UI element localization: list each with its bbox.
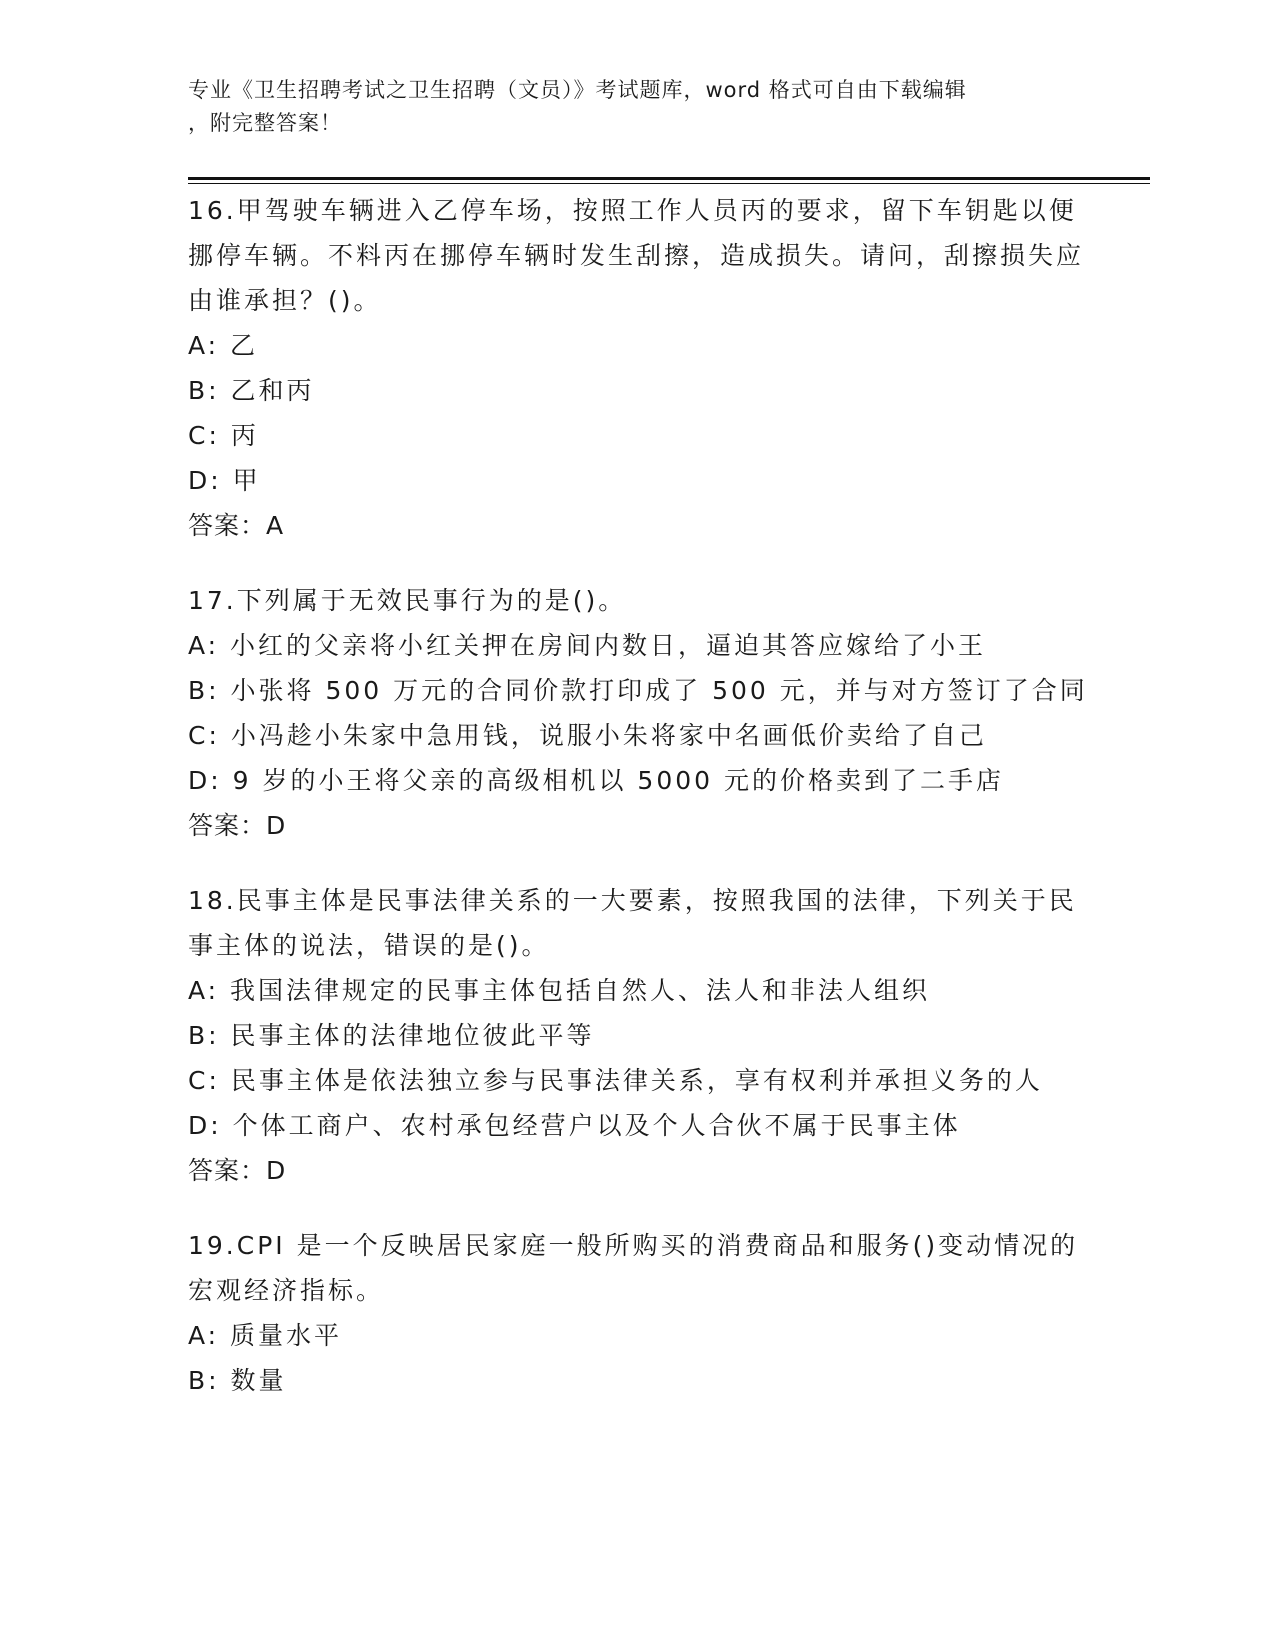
header-divider-thin — [188, 183, 1150, 184]
question-19 — [188, 1223, 1088, 1403]
answer-line: 答案：D — [188, 811, 287, 840]
option-d: D: 个体工商户、农村承包经营户以及个人合伙不属于民事主体 — [188, 1111, 961, 1140]
answer-line: 答案：D — [188, 1156, 287, 1185]
answer-line: 答案：A — [188, 511, 285, 540]
header-line-1: 专业《卫生招聘考试之卫生招聘（文员）》考试题库，word 格式可自由下载编辑 — [188, 78, 967, 102]
option-b: B: 小张将 500 万元的合同价款打印成了 500 元，并与对方签订了合同 — [188, 676, 1088, 705]
header-divider-thick — [188, 177, 1150, 180]
question-stem: 16.甲驾驶车辆进入乙停车场，按照工作人员丙的要求，留下车钥匙以便挪停车辆。不料丙在挪停车辆时发生刮擦，造成损失。请问，刮擦损失应由谁承担？()。 — [188, 196, 1085, 315]
header-line-2: ，附完整答案！ — [188, 111, 342, 135]
option-a: A: 乙 — [188, 331, 259, 360]
question-18 — [188, 878, 1088, 1193]
question-stem: 18.民事主体是民事法律关系的一大要素，按照我国的法律，下列关于民事主体的说法，错误的是()。 — [188, 886, 1077, 960]
option-b: B: 数量 — [188, 1366, 287, 1395]
option-a: A: 我国法律规定的民事主体包括自然人、法人和非法人组织 — [188, 976, 931, 1005]
document-header — [188, 74, 1068, 140]
option-d: D: 9 岁的小王将父亲的高级相机以 5000 元的价格卖到了二手店 — [188, 766, 1004, 795]
question-list — [188, 188, 1088, 1433]
question-16 — [188, 188, 1088, 548]
option-d: D: 甲 — [188, 466, 261, 495]
option-b: B: 民事主体的法律地位彼此平等 — [188, 1021, 595, 1050]
option-a: A: 质量水平 — [188, 1321, 343, 1350]
question-stem: 19.CPI 是一个反映居民家庭一般所购买的消费商品和服务()变动情况的宏观经济指标。 — [188, 1231, 1079, 1305]
option-c: C: 丙 — [188, 421, 259, 450]
option-c: C: 民事主体是依法独立参与民事法律关系，享有权利并承担义务的人 — [188, 1066, 1043, 1095]
question-17 — [188, 578, 1088, 848]
option-c: C: 小冯趁小朱家中急用钱，说服小朱将家中名画低价卖给了自己 — [188, 721, 987, 750]
option-b: B: 乙和丙 — [188, 376, 315, 405]
question-stem: 17.下列属于无效民事行为的是()。 — [188, 586, 627, 615]
option-a: A: 小红的父亲将小红关押在房间内数日，逼迫其答应嫁给了小王 — [188, 631, 987, 660]
